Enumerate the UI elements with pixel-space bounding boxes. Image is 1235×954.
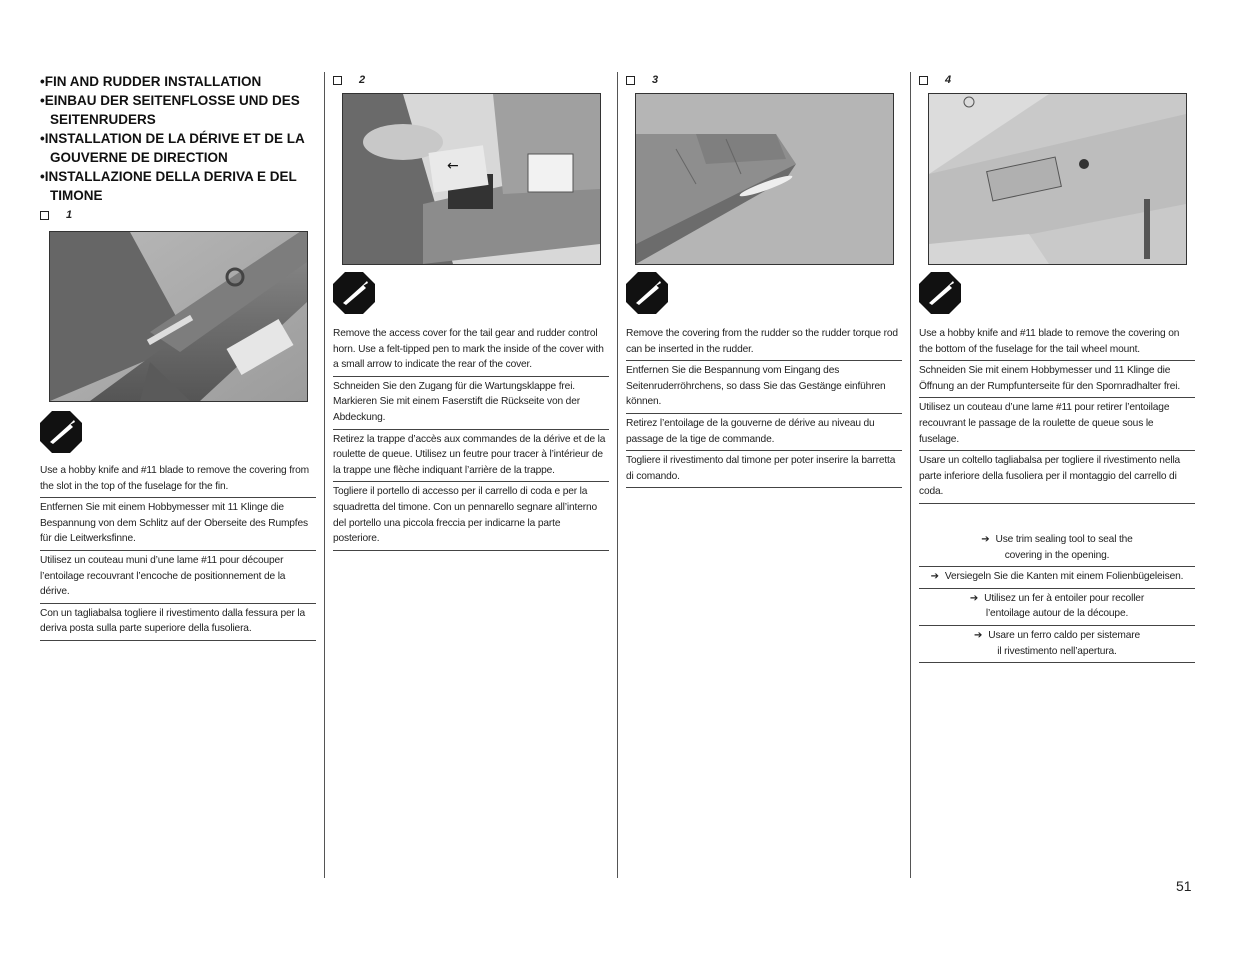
instruction-de: Entfernen Sie mit einem Hobbymesser mit 11 Klinge die Bespannung von dem Schlitz auf der Oberseite des Rumpfes für die Leitwerksfinne.: [40, 498, 316, 551]
step-3-instructions: [626, 324, 902, 488]
checkbox-icon[interactable]: [919, 76, 928, 85]
step-number: 1: [66, 209, 73, 221]
column-step-3: [626, 72, 904, 88]
right-arrow-icon: ➔: [930, 571, 939, 583]
column-step-2: [333, 72, 611, 88]
right-arrow-icon: ➔: [974, 629, 983, 641]
checkbox-icon[interactable]: [626, 76, 635, 85]
page-number: 51: [1176, 878, 1192, 894]
instruction-fr: Retirez la trappe d’accès aux commandes de la dérive et de la roulette de queue. Utilisez un feutre pour tracer à l’intérieur de la trappe une flèche indiquant l’arrière de la trappe.: [333, 430, 609, 483]
note-de: ➔ Versiegeln Sie die Kanten mit einem Folienbügeleisen.: [919, 567, 1195, 589]
hobby-knife-icon: [40, 411, 82, 453]
step-number: 2: [359, 74, 366, 86]
instruction-de: Schneiden Sie den Zugang für die Wartungsklappe frei. Markieren Sie mit einem Faserstift die Rückseite von der Abdeckung.: [333, 377, 609, 430]
heading-it: •INSTALLAZIONE DELLA DERIVA E DEL TIMONE: [40, 169, 297, 203]
step-label: [40, 207, 318, 223]
instruction-de: Entfernen Sie die Bespannung vom Eingang des Seitenruderröhrchens, so dass Sie das Gestänge einführen können.: [626, 361, 902, 414]
column-step-4: [919, 72, 1197, 88]
column-divider: [910, 72, 911, 878]
instruction-fr: Utilisez un couteau d’une lame #11 pour retirer l’entoilage recouvrant le passage de la roulette de queue sous le fuselage.: [919, 398, 1195, 451]
column-divider: [324, 72, 325, 878]
step-2-photo: [342, 93, 601, 265]
instruction-en: Use a hobby knife and #11 blade to remove the covering on the bottom of the fuselage for the tail wheel mount.: [919, 324, 1195, 361]
step-label: [919, 72, 1197, 88]
heading-fr: •INSTALLATION DE LA DÉRIVE ET DE LA GOUVERNE DE DIRECTION: [40, 131, 305, 165]
step-label: [626, 72, 904, 88]
instruction-de: Schneiden Sie mit einem Hobbymesser und 11 Klinge die Öffnung an der Rumpfunterseite für den Spornradhalter frei.: [919, 361, 1195, 398]
checkbox-icon[interactable]: [333, 76, 342, 85]
step-3-photo: [635, 93, 894, 265]
instruction-en: Remove the access cover for the tail gear and rudder control horn. Use a felt-tipped pen to mark the inside of the cover with a small arrow to indicate the rear of the cover.: [333, 324, 609, 377]
instruction-it: Togliere il rivestimento dal timone per poter inserire la barretta di comando.: [626, 451, 902, 488]
step-4-photo: [928, 93, 1187, 265]
section-heading: [40, 72, 318, 205]
step-1-instructions: [40, 461, 316, 641]
note-fr: ➔ Utilisez un fer à entoiler pour recoller l’entoilage autour de la découpe.: [919, 589, 1195, 626]
hobby-knife-icon: [333, 272, 375, 314]
step-2-instructions: [333, 324, 609, 551]
right-arrow-icon: ➔: [969, 592, 979, 604]
right-arrow-icon: ➔: [981, 533, 990, 545]
instruction-it: Togliere il portello di accesso per il carrello di coda e per la squadretta del timone. Con un pennarello segnare all’interno del portello una piccola freccia per indicarne la parte posteriore.: [333, 482, 609, 550]
instruction-fr: Utilisez un couteau muni d’une lame #11 pour découper l’entoilage recouvrant l’encoche de positionnement de la dérive.: [40, 551, 316, 604]
instruction-it: Con un tagliabalsa togliere il rivestimento dalla fessura per la deriva posta sulla parte superiore della fusoliera.: [40, 604, 316, 641]
step-4-instructions: [919, 324, 1195, 663]
instruction-it: Usare un coltello tagliabalsa per togliere il rivestimento nella parte inferiore della fusoliera per il montaggio del carrello di coda.: [919, 451, 1195, 504]
hobby-knife-icon: [626, 272, 668, 314]
step-1-photo: [49, 231, 308, 402]
column-divider: [617, 72, 618, 878]
svg-text:←: ←: [447, 158, 459, 174]
step-label: [333, 72, 611, 88]
instruction-fr: Retirez l’entoilage de la gouverne de dérive au niveau du passage de la tige de commande.: [626, 414, 902, 451]
checkbox-icon[interactable]: [40, 211, 49, 220]
column-step-1: [40, 72, 318, 223]
step-number: 3: [652, 74, 659, 86]
note-en: ➔ Use trim sealing tool to seal the covering in the opening.: [919, 530, 1195, 567]
instruction-en: Remove the covering from the rudder so the rudder torque rod can be inserted in the rudder.: [626, 324, 902, 361]
heading-de: •EINBAU DER SEITENFLOSSE UND DES SEITENRUDERS: [40, 93, 300, 127]
hobby-knife-icon: [919, 272, 961, 314]
step-number: 4: [945, 74, 952, 86]
note-it: ➔ Usare un ferro caldo per sistemare il rivestimento nell’apertura.: [919, 626, 1195, 663]
heading-en: •FIN AND RUDDER INSTALLATION: [40, 74, 262, 89]
instruction-en: Use a hobby knife and #11 blade to remove the covering from the slot in the top of the fuselage for the fin.: [40, 461, 316, 498]
